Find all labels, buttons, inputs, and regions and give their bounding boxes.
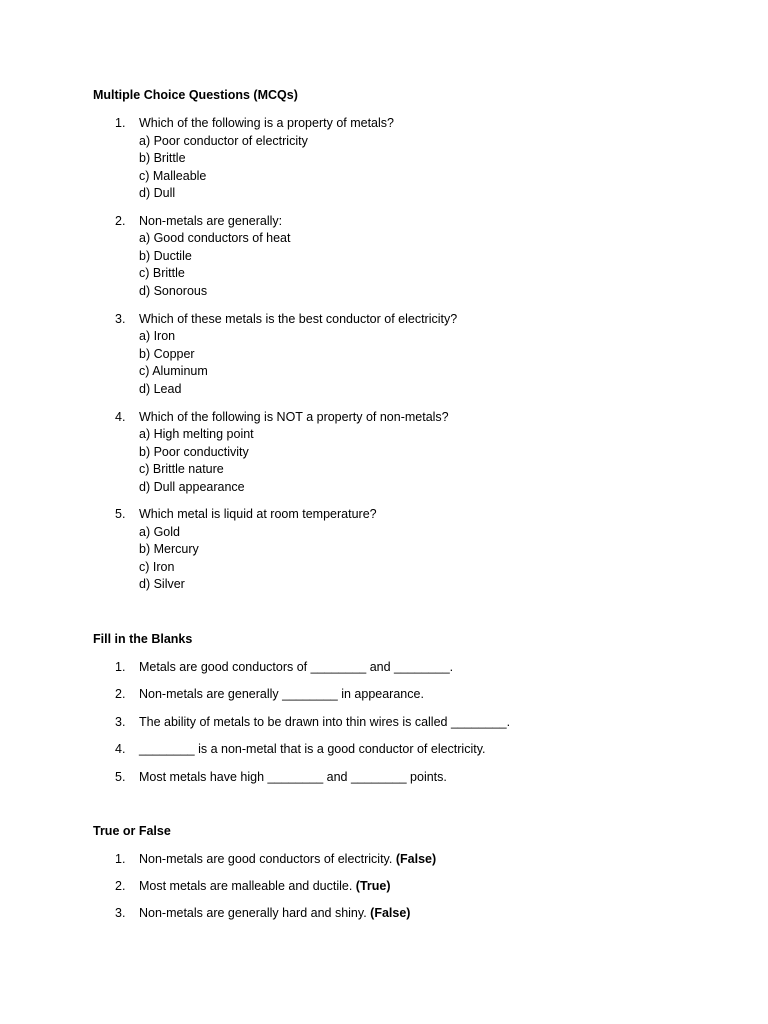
option-a: a) High melting point bbox=[139, 427, 254, 441]
true-false-heading: True or False bbox=[93, 824, 171, 838]
item-number: 2. bbox=[115, 879, 126, 893]
item-text: Metals are good conductors of ________ and ________. bbox=[139, 660, 454, 674]
option-a: a) Good conductors of heat bbox=[139, 231, 291, 245]
item-statement bbox=[139, 905, 410, 923]
question-text: Non-metals are generally: bbox=[139, 213, 283, 228]
question-number: 3. bbox=[115, 311, 126, 326]
answer-label: (False) bbox=[395, 851, 437, 866]
item-number: 1. bbox=[115, 851, 126, 866]
item-text: Non-metals are generally ________ in appearance. bbox=[139, 687, 424, 701]
option-b: b) Ductile bbox=[139, 248, 192, 263]
question-text: Which of the following is a property of metals? bbox=[139, 116, 394, 130]
question-number: 1. bbox=[115, 116, 126, 130]
mcq-heading: Multiple Choice Questions (MCQs) bbox=[93, 88, 298, 102]
question-number: 2. bbox=[115, 213, 126, 228]
option-d: d) Lead bbox=[139, 381, 182, 396]
option-b: b) Brittle bbox=[139, 151, 186, 165]
question-text: Which metal is liquid at room temperature? bbox=[139, 507, 377, 521]
item-statement bbox=[139, 878, 391, 896]
option-a: a) Gold bbox=[139, 524, 180, 539]
item-number: 2. bbox=[115, 687, 126, 701]
option-a: a) Poor conductor of electricity bbox=[139, 133, 308, 148]
option-d: d) Dull bbox=[139, 186, 176, 200]
statement-text: Non-metals are generally hard and shiny. bbox=[139, 906, 367, 920]
option-c: c) Aluminum bbox=[139, 364, 208, 378]
item-statement bbox=[139, 851, 436, 869]
option-b: b) Mercury bbox=[139, 542, 199, 556]
option-d: d) Dull appearance bbox=[139, 479, 245, 494]
item-number: 4. bbox=[115, 742, 126, 756]
question-number: 4. bbox=[115, 409, 126, 424]
option-d: d) Silver bbox=[139, 577, 185, 591]
item-text: The ability of metals to be drawn into thin wires is called ________. bbox=[139, 714, 511, 729]
item-number: 1. bbox=[115, 660, 126, 674]
option-a: a) Iron bbox=[139, 329, 176, 343]
item-text: ________ is a non-metal that is a good conductor of electricity. bbox=[139, 742, 486, 756]
answer-label: (True) bbox=[355, 879, 391, 893]
question-number: 5. bbox=[115, 507, 126, 521]
statement-text: Most metals are malleable and ductile. bbox=[139, 879, 353, 893]
option-c: c) Iron bbox=[139, 559, 175, 574]
question-text: Which of these metals is the best conductor of electricity? bbox=[139, 311, 458, 326]
option-c: c) Brittle nature bbox=[139, 462, 224, 476]
item-number: 3. bbox=[115, 906, 126, 920]
option-c: c) Brittle bbox=[139, 266, 185, 280]
option-c: c) Malleable bbox=[139, 168, 207, 183]
option-d: d) Sonorous bbox=[139, 283, 208, 298]
option-b: b) Copper bbox=[139, 346, 195, 361]
item-number: 3. bbox=[115, 714, 126, 729]
fill-blanks-heading: Fill in the Blanks bbox=[93, 632, 193, 646]
item-text: Most metals have high ________ and ________ points. bbox=[139, 769, 447, 784]
answer-label: (False) bbox=[370, 906, 411, 920]
option-b: b) Poor conductivity bbox=[139, 444, 249, 459]
question-text: Which of the following is NOT a property of non-metals? bbox=[139, 409, 449, 424]
item-number: 5. bbox=[115, 769, 126, 784]
statement-text: Non-metals are good conductors of electricity. bbox=[139, 851, 393, 866]
